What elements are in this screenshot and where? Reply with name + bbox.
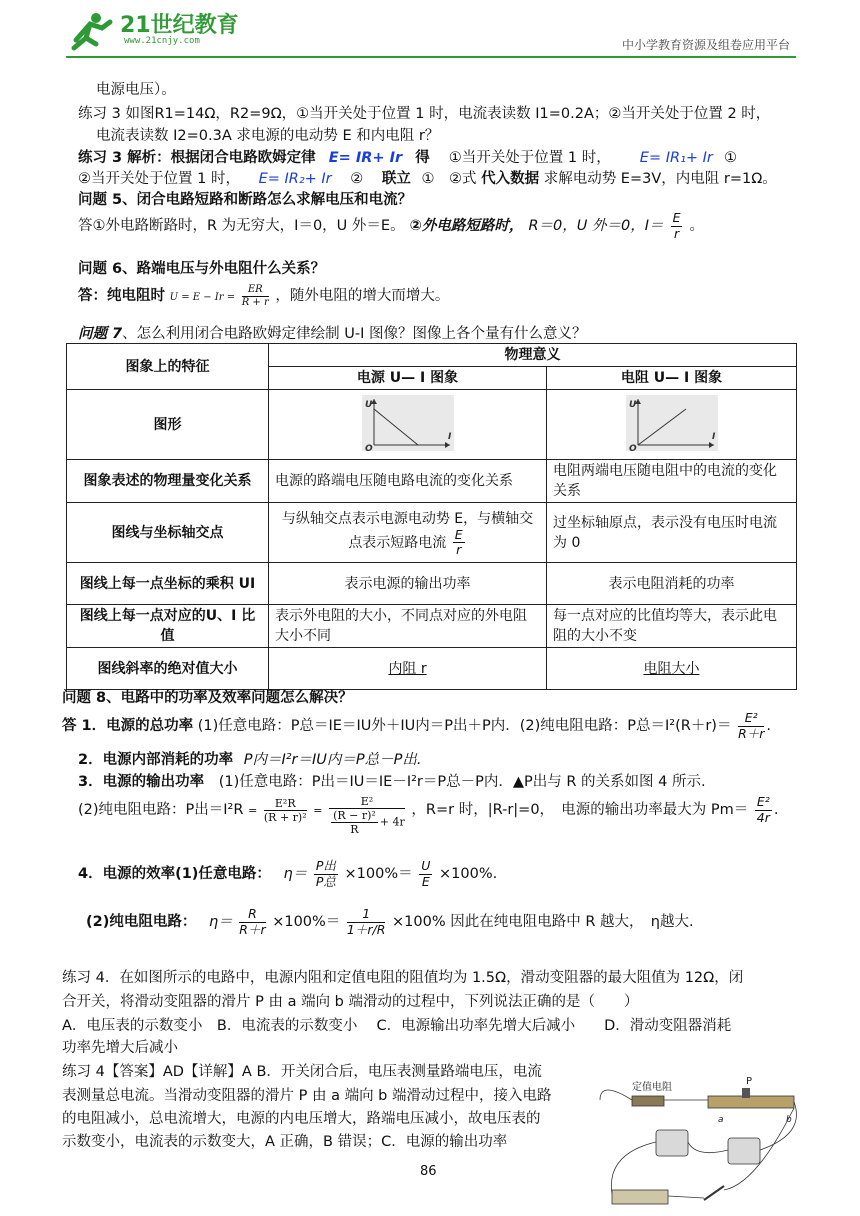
table-cell <box>269 503 547 563</box>
rheostat-icon <box>708 1096 794 1108</box>
text: ① ②式 <box>421 171 477 187</box>
exercise4-line2: 合开关，将滑动变阻器的滑片 P 由 a 端向 b 端滑动的过程中，下列说法正确的是（ ） <box>62 994 639 1010</box>
axis-u: U <box>364 400 372 410</box>
text: 联立 <box>381 171 411 187</box>
table-cell: 表示外电阻的大小，不同点对应的外电阻大小不同 <box>269 605 547 648</box>
text: 。 <box>689 218 705 234</box>
table-cell: 电阻两端电压随电阻中的电流的变化关系 <box>547 460 797 503</box>
text: 答①外电路断路时，R 为无穷大，I＝0，U 外＝E。 <box>78 218 405 234</box>
switch-icon <box>704 1186 724 1200</box>
fraction-num: E² <box>738 712 764 727</box>
table-cell: 电源的路端电压随电路电流的变化关系 <box>269 460 547 503</box>
page-number: 86 <box>420 1164 437 1179</box>
text-line: 电源电压）。 <box>96 82 176 98</box>
exercise4-answer1: 练习 4【答案】AD【详解】A B．开关闭合后，电压表测量路端电压，电流 <box>62 1064 542 1080</box>
fraction-den: 1＋r/R <box>346 921 386 937</box>
exercise4-options-cont: 功率先增大后减小 <box>62 1040 178 1056</box>
table-cell: 图线上每一点对应的U、I 比值 <box>67 605 269 648</box>
exercise4-answer3: 的电阻减小，总电流增大，电源的内电压增大，路端电压减小，故电压表的 <box>62 1111 541 1127</box>
formula: E= IR₂+ Ir <box>258 171 332 187</box>
cell-text: 与纵轴交点表示电源电动势 E，与横轴交点表示短路电流 <box>281 510 534 551</box>
header-divider <box>66 56 796 58</box>
axis-i: I <box>711 432 715 442</box>
resistor-ui-graph-icon <box>626 395 718 451</box>
fraction-den: R＋r <box>239 921 266 937</box>
logo-url: www.21cnjy.com <box>124 36 200 46</box>
table-cell: 图线斜率的绝对值大小 <box>67 648 269 690</box>
table-cell: 每一点对应的比值均等大，表示此电阻的大小不变 <box>547 605 797 648</box>
text: η＝ <box>283 866 308 882</box>
fraction <box>453 526 465 557</box>
fraction-num: E² <box>756 794 770 809</box>
exercise4-answer4: 示数变小，电流表的示数变大，A 正确，B 错误；C．电源的输出功率 <box>62 1134 508 1150</box>
text: . <box>766 718 772 734</box>
platform-name: 中小学教育资源及组卷应用平台 <box>621 38 790 52</box>
text: ②外电路短路时， <box>409 218 524 234</box>
table-cell: 内阻 r <box>269 648 547 690</box>
text: ① <box>723 150 737 166</box>
table-header: 电源 U— I 图象 <box>269 367 547 390</box>
text: 练习 3 解析：根据闭合电路欧姆定律 <box>78 150 316 166</box>
question5: 问题 5、闭合电路短路和断路怎么求解电压和电流？ <box>78 192 413 208</box>
answer8-4 <box>78 860 497 888</box>
text: ② <box>350 171 364 187</box>
text: 答：纯电阻时 <box>78 288 165 304</box>
formula: U = E − Ir = <box>169 292 236 303</box>
fraction-num: E² <box>329 796 405 809</box>
table-cell: 图象表述的物理量变化关系 <box>67 460 269 503</box>
fraction-den: P总 <box>315 873 336 889</box>
text: = <box>248 804 258 817</box>
rheostat-end-a: a <box>718 1115 724 1125</box>
battery-icon <box>612 1190 668 1204</box>
axis-u: U <box>628 400 636 410</box>
answer6 <box>78 284 449 308</box>
text: 、怎么利用闭合电路欧姆定律绘制 U-I 图像？图像上各个量有什么意义？ <box>122 326 587 342</box>
text: = <box>313 804 323 817</box>
slider-icon <box>742 1088 750 1098</box>
axis-i: I <box>447 432 451 442</box>
fraction <box>738 712 764 740</box>
logo-text: 21世纪教育 <box>120 13 239 38</box>
table-cell: 表示电阻消耗的功率 <box>547 563 797 605</box>
table-cell: 表示电源的输出功率 <box>269 563 547 605</box>
page-header <box>0 0 860 60</box>
answer8-5 <box>86 908 694 936</box>
question7 <box>78 322 586 343</box>
table-cell: 图形 <box>67 390 269 460</box>
text: P内＝I²r＝IU内＝P总－P出. <box>243 752 422 768</box>
text: 求解电动势 E=3V，内电阻 r=1Ω。 <box>543 171 777 187</box>
fraction <box>242 285 269 308</box>
text: R＝0，U 外＝0，I＝ <box>528 218 664 234</box>
table-cell: 图线上每一点坐标的乘积 UI <box>67 563 269 605</box>
text: . <box>773 802 779 818</box>
text: 得 <box>415 150 430 166</box>
answer8-3b <box>78 796 778 835</box>
answer8-2 <box>78 748 421 769</box>
table-header: 电阻 U— I 图象 <box>547 367 797 390</box>
fraction-den: r <box>673 225 680 241</box>
fraction-num: E <box>672 210 681 225</box>
fraction-den: R＋r <box>738 725 765 741</box>
answer5 <box>78 212 704 240</box>
fraction-den: R + r <box>241 296 269 308</box>
question8: 问题 8、电路中的功率及效率问题怎么解决？ <box>62 690 353 706</box>
fraction <box>419 860 432 888</box>
text: + 4r <box>379 815 405 829</box>
fraction-den <box>329 809 405 835</box>
fraction-den: (R + r)² <box>263 810 307 824</box>
exercise4-options: A．电压表的示数变小 B．电流表的示数变小 C．电源输出功率先增大后减小 D．滑动变阻器消耗 <box>62 1018 732 1034</box>
fraction <box>347 908 386 936</box>
text: ×100% 因此在纯电阻电路中 R 越大， η越大. <box>392 914 694 930</box>
text: ，随外电阻的增大而增大。 <box>275 288 450 304</box>
table-cell <box>269 390 547 460</box>
text: 答 1．电源的总功率 <box>62 718 194 734</box>
text: ×100%＝ <box>272 914 341 930</box>
voltmeter-icon <box>656 1130 688 1156</box>
fraction-num: U <box>421 858 431 873</box>
exercise3-solution-line2 <box>78 167 777 188</box>
fraction-num: (R − r)² <box>333 809 376 822</box>
source-ui-graph-icon <box>362 395 454 451</box>
axis-o: O <box>628 444 637 451</box>
fixed-resistor-icon <box>632 1096 664 1106</box>
text: (2)纯电阻电路： <box>86 914 197 930</box>
text: ×100%＝ <box>344 866 413 882</box>
exercise3-question: 练习 3 如图R1=14Ω，R2=9Ω，①当开关处于位置 1 时，电流表读数 I1=0.2A；②当开关处于位置 2 时， <box>78 106 771 122</box>
text: (2)纯电阻电路：P出＝I²R <box>78 802 244 818</box>
source-ui-graph <box>362 395 454 451</box>
axis-o: O <box>364 444 373 451</box>
resistor-ui-graph <box>626 395 718 451</box>
fraction <box>239 908 265 936</box>
exercise3-question-cont: 电流表读数 I2=0.3A 求电源的电动势 E 和内电阻 r？ <box>96 128 440 144</box>
fraction <box>329 796 405 835</box>
fraction-num: ER <box>242 285 269 297</box>
formula: E= IR₁+ Ir <box>639 150 713 166</box>
table-header: 物理意义 <box>269 344 797 367</box>
ammeter-icon <box>728 1138 760 1164</box>
rheostat-end-b: b <box>786 1115 792 1125</box>
fraction-den: 4r <box>756 809 770 825</box>
fraction-num: P出 <box>315 858 336 873</box>
exercise4-line1: 练习 4．在如图所示的电路中，电源内阻和定值电阻的阻值均为 1.5Ω，滑动变阻器的最大阻值为 12Ω，闭 <box>62 970 744 986</box>
fixed-resistor-label: 定值电阻 <box>632 1082 672 1093</box>
table-cell: 电阻大小 <box>547 648 797 690</box>
table-cell: 图线与坐标轴交点 <box>67 503 269 563</box>
table-header: 图象上的特征 <box>67 344 269 390</box>
nested-fraction <box>331 810 378 835</box>
answer8-1 <box>62 712 771 740</box>
text: η＝ <box>208 914 233 930</box>
text: ，R=r 时，|R-r|=0， 电源的输出功率最大为 Pm＝ <box>411 802 749 818</box>
text: 问题 7 <box>78 326 123 342</box>
fraction-num: E <box>454 526 463 542</box>
fraction <box>755 796 772 824</box>
fraction-den: R <box>350 823 359 836</box>
slider-label-p: P <box>746 1076 753 1087</box>
text: 3．电源的输出功率 <box>78 774 205 790</box>
text: (1)任意电路：P总＝IE＝IU外＋IU内＝P出＋P内．(2)纯电阻电路：P总＝I²(R＋r)＝ <box>197 718 732 734</box>
exercise3-solution-line1 <box>78 146 737 167</box>
text: ②当开关处于位置 1 时， <box>78 171 240 187</box>
table-cell <box>547 390 797 460</box>
uI-graph-table <box>66 343 797 690</box>
fraction-den: E <box>421 873 430 889</box>
text: 代入数据 <box>481 171 540 187</box>
fraction-num: E²R <box>264 798 307 811</box>
text: 4．电源的效率(1)任意电路： <box>78 866 271 882</box>
text: (1)任意电路：P出＝IU＝IE－I²r＝P总－P内．▲P出与 R 的关系如图 4 所示. <box>218 774 706 790</box>
fraction <box>314 860 338 888</box>
formula: E= IR+ Ir <box>328 150 403 166</box>
text: ×100%. <box>439 866 498 882</box>
fraction <box>671 212 683 240</box>
table-cell: 过坐标轴原点，表示没有电压时电流为 0 <box>547 503 797 563</box>
circuit-diagram <box>596 1074 806 1214</box>
exercise4-answer2: 表测量总电流。当滑动变阻器的滑片 P 由 a 端向 b 端滑动过程中，接入电路 <box>62 1088 552 1104</box>
fraction-den: r <box>456 542 462 557</box>
answer8-3 <box>78 770 706 791</box>
text: 2．电源内部消耗的功率 <box>78 752 234 768</box>
text: ①当开关处于位置 1 时， <box>448 150 611 166</box>
question6: 问题 6、路端电压与外电阻什么关系？ <box>78 261 326 277</box>
fraction <box>264 798 307 823</box>
fraction-num: 1 <box>347 908 386 923</box>
fraction-num: R <box>239 908 265 923</box>
